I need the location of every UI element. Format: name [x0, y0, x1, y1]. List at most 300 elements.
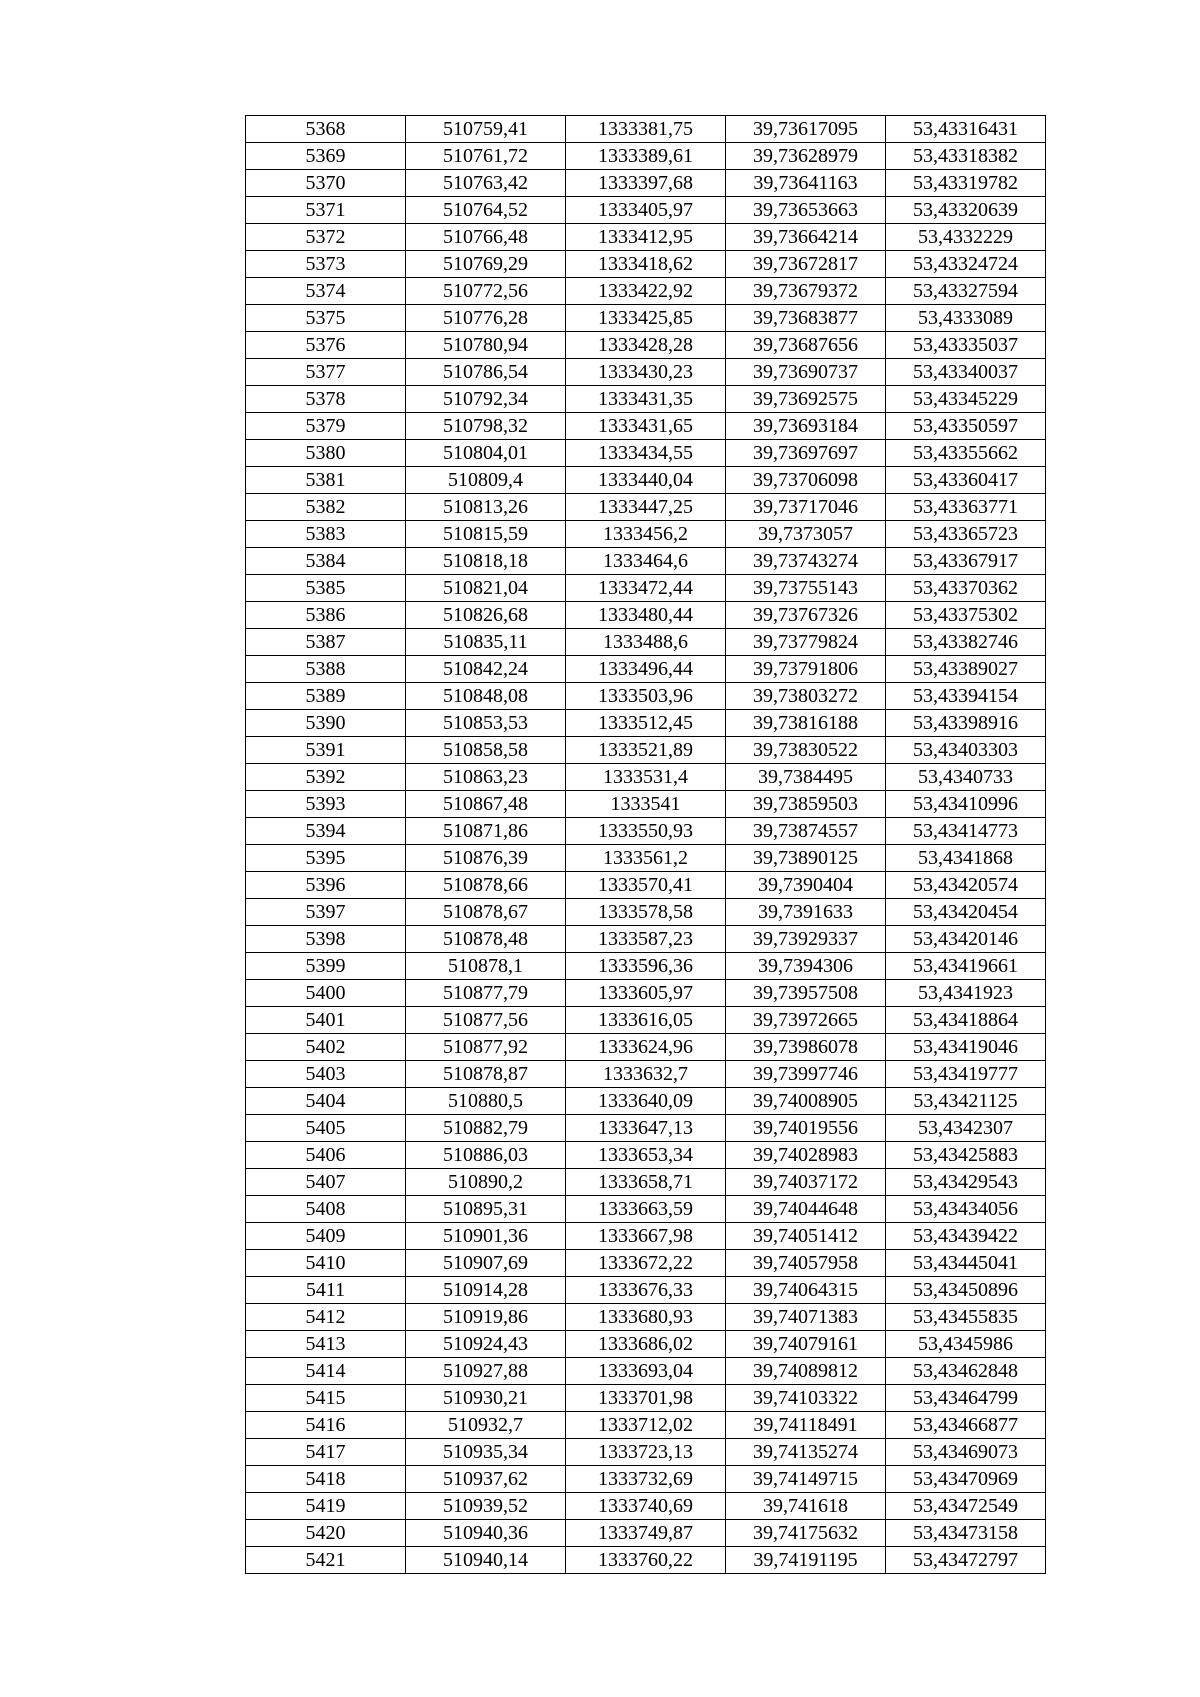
point-number-cell: 5404 — [246, 1088, 406, 1115]
point-number-cell: 5373 — [246, 251, 406, 278]
latitude-cell: 53,43420454 — [886, 899, 1046, 926]
x-coordinate-cell: 510939,52 — [406, 1493, 566, 1520]
point-number-cell: 5417 — [246, 1439, 406, 1466]
y-coordinate-cell: 1333570,41 — [566, 872, 726, 899]
x-coordinate-cell: 510772,56 — [406, 278, 566, 305]
longitude-cell: 39,73997746 — [726, 1061, 886, 1088]
longitude-cell: 39,73717046 — [726, 494, 886, 521]
latitude-cell: 53,43355662 — [886, 440, 1046, 467]
point-number-cell: 5414 — [246, 1358, 406, 1385]
x-coordinate-cell: 510815,59 — [406, 521, 566, 548]
table-row — [246, 1493, 1046, 1520]
coordinates-table-body — [246, 116, 1046, 1574]
y-coordinate-cell: 1333397,68 — [566, 170, 726, 197]
y-coordinate-cell: 1333456,2 — [566, 521, 726, 548]
longitude-cell: 39,73972665 — [726, 1007, 886, 1034]
y-coordinate-cell: 1333632,7 — [566, 1061, 726, 1088]
latitude-cell: 53,43439422 — [886, 1223, 1046, 1250]
y-coordinate-cell: 1333680,93 — [566, 1304, 726, 1331]
point-number-cell: 5400 — [246, 980, 406, 1007]
y-coordinate-cell: 1333732,69 — [566, 1466, 726, 1493]
y-coordinate-cell: 1333723,13 — [566, 1439, 726, 1466]
table-row — [246, 1169, 1046, 1196]
y-coordinate-cell: 1333693,04 — [566, 1358, 726, 1385]
point-number-cell: 5410 — [246, 1250, 406, 1277]
point-number-cell: 5375 — [246, 305, 406, 332]
longitude-cell: 39,7394306 — [726, 953, 886, 980]
latitude-cell: 53,4333089 — [886, 305, 1046, 332]
longitude-cell: 39,73672817 — [726, 251, 886, 278]
latitude-cell: 53,43398916 — [886, 710, 1046, 737]
y-coordinate-cell: 1333428,28 — [566, 332, 726, 359]
x-coordinate-cell: 510798,32 — [406, 413, 566, 440]
table-row — [246, 953, 1046, 980]
longitude-cell: 39,73697697 — [726, 440, 886, 467]
point-number-cell: 5405 — [246, 1115, 406, 1142]
x-coordinate-cell: 510924,43 — [406, 1331, 566, 1358]
longitude-cell: 39,74037172 — [726, 1169, 886, 1196]
y-coordinate-cell: 1333430,23 — [566, 359, 726, 386]
x-coordinate-cell: 510932,7 — [406, 1412, 566, 1439]
y-coordinate-cell: 1333503,96 — [566, 683, 726, 710]
y-coordinate-cell: 1333440,04 — [566, 467, 726, 494]
latitude-cell: 53,43363771 — [886, 494, 1046, 521]
latitude-cell: 53,43466877 — [886, 1412, 1046, 1439]
table-row — [246, 764, 1046, 791]
longitude-cell: 39,73683877 — [726, 305, 886, 332]
y-coordinate-cell: 1333676,33 — [566, 1277, 726, 1304]
longitude-cell: 39,73617095 — [726, 116, 886, 143]
x-coordinate-cell: 510877,79 — [406, 980, 566, 1007]
x-coordinate-cell: 510878,87 — [406, 1061, 566, 1088]
latitude-cell: 53,43316431 — [886, 116, 1046, 143]
x-coordinate-cell: 510882,79 — [406, 1115, 566, 1142]
table-row — [246, 791, 1046, 818]
point-number-cell: 5381 — [246, 467, 406, 494]
longitude-cell: 39,74057958 — [726, 1250, 886, 1277]
table-row — [246, 440, 1046, 467]
table-row — [246, 872, 1046, 899]
longitude-cell: 39,74103322 — [726, 1385, 886, 1412]
x-coordinate-cell: 510780,94 — [406, 332, 566, 359]
y-coordinate-cell: 1333488,6 — [566, 629, 726, 656]
longitude-cell: 39,73874557 — [726, 818, 886, 845]
point-number-cell: 5385 — [246, 575, 406, 602]
table-row — [246, 737, 1046, 764]
latitude-cell: 53,43419777 — [886, 1061, 1046, 1088]
point-number-cell: 5384 — [246, 548, 406, 575]
point-number-cell: 5409 — [246, 1223, 406, 1250]
table-row — [246, 710, 1046, 737]
point-number-cell: 5374 — [246, 278, 406, 305]
point-number-cell: 5415 — [246, 1385, 406, 1412]
y-coordinate-cell: 1333701,98 — [566, 1385, 726, 1412]
latitude-cell: 53,43345229 — [886, 386, 1046, 413]
longitude-cell: 39,73693184 — [726, 413, 886, 440]
longitude-cell: 39,7384495 — [726, 764, 886, 791]
latitude-cell: 53,43324724 — [886, 251, 1046, 278]
latitude-cell: 53,4332229 — [886, 224, 1046, 251]
table-row — [246, 170, 1046, 197]
longitude-cell: 39,74175632 — [726, 1520, 886, 1547]
table-row — [246, 1358, 1046, 1385]
y-coordinate-cell: 1333431,35 — [566, 386, 726, 413]
latitude-cell: 53,43420574 — [886, 872, 1046, 899]
point-number-cell: 5396 — [246, 872, 406, 899]
y-coordinate-cell: 1333405,97 — [566, 197, 726, 224]
table-row — [246, 1061, 1046, 1088]
x-coordinate-cell: 510809,4 — [406, 467, 566, 494]
longitude-cell: 39,73830522 — [726, 737, 886, 764]
longitude-cell: 39,741618 — [726, 1493, 886, 1520]
point-number-cell: 5390 — [246, 710, 406, 737]
x-coordinate-cell: 510826,68 — [406, 602, 566, 629]
longitude-cell: 39,73890125 — [726, 845, 886, 872]
x-coordinate-cell: 510907,69 — [406, 1250, 566, 1277]
longitude-cell: 39,73690737 — [726, 359, 886, 386]
table-row — [246, 602, 1046, 629]
longitude-cell: 39,73779824 — [726, 629, 886, 656]
table-row — [246, 926, 1046, 953]
latitude-cell: 53,43414773 — [886, 818, 1046, 845]
y-coordinate-cell: 1333624,96 — [566, 1034, 726, 1061]
latitude-cell: 53,43367917 — [886, 548, 1046, 575]
point-number-cell: 5420 — [246, 1520, 406, 1547]
y-coordinate-cell: 1333605,97 — [566, 980, 726, 1007]
x-coordinate-cell: 510919,86 — [406, 1304, 566, 1331]
longitude-cell: 39,74118491 — [726, 1412, 886, 1439]
longitude-cell: 39,74051412 — [726, 1223, 886, 1250]
y-coordinate-cell: 1333667,98 — [566, 1223, 726, 1250]
y-coordinate-cell: 1333712,02 — [566, 1412, 726, 1439]
table-row — [246, 1520, 1046, 1547]
point-number-cell: 5386 — [246, 602, 406, 629]
x-coordinate-cell: 510853,53 — [406, 710, 566, 737]
table-row — [246, 359, 1046, 386]
table-row — [246, 1412, 1046, 1439]
point-number-cell: 5376 — [246, 332, 406, 359]
latitude-cell: 53,43382746 — [886, 629, 1046, 656]
y-coordinate-cell: 1333561,2 — [566, 845, 726, 872]
table-row — [246, 683, 1046, 710]
table-row — [246, 818, 1046, 845]
longitude-cell: 39,73767326 — [726, 602, 886, 629]
y-coordinate-cell: 1333389,61 — [566, 143, 726, 170]
y-coordinate-cell: 1333653,34 — [566, 1142, 726, 1169]
table-row — [246, 1196, 1046, 1223]
x-coordinate-cell: 510878,67 — [406, 899, 566, 926]
latitude-cell: 53,43472797 — [886, 1547, 1046, 1574]
x-coordinate-cell: 510863,23 — [406, 764, 566, 791]
x-coordinate-cell: 510813,26 — [406, 494, 566, 521]
point-number-cell: 5401 — [246, 1007, 406, 1034]
point-number-cell: 5370 — [246, 170, 406, 197]
point-number-cell: 5389 — [246, 683, 406, 710]
point-number-cell: 5372 — [246, 224, 406, 251]
longitude-cell: 39,74008905 — [726, 1088, 886, 1115]
point-number-cell: 5406 — [246, 1142, 406, 1169]
x-coordinate-cell: 510930,21 — [406, 1385, 566, 1412]
point-number-cell: 5402 — [246, 1034, 406, 1061]
x-coordinate-cell: 510876,39 — [406, 845, 566, 872]
latitude-cell: 53,43365723 — [886, 521, 1046, 548]
point-number-cell: 5419 — [246, 1493, 406, 1520]
x-coordinate-cell: 510821,04 — [406, 575, 566, 602]
latitude-cell: 53,43418864 — [886, 1007, 1046, 1034]
table-row — [246, 305, 1046, 332]
y-coordinate-cell: 1333596,36 — [566, 953, 726, 980]
x-coordinate-cell: 510886,03 — [406, 1142, 566, 1169]
latitude-cell: 53,43403303 — [886, 737, 1046, 764]
x-coordinate-cell: 510786,54 — [406, 359, 566, 386]
latitude-cell: 53,43319782 — [886, 170, 1046, 197]
x-coordinate-cell: 510763,42 — [406, 170, 566, 197]
x-coordinate-cell: 510890,2 — [406, 1169, 566, 1196]
point-number-cell: 5392 — [246, 764, 406, 791]
point-number-cell: 5369 — [246, 143, 406, 170]
x-coordinate-cell: 510914,28 — [406, 1277, 566, 1304]
point-number-cell: 5371 — [246, 197, 406, 224]
latitude-cell: 53,43464799 — [886, 1385, 1046, 1412]
table-row — [246, 1115, 1046, 1142]
table-row — [246, 1007, 1046, 1034]
table-row — [246, 116, 1046, 143]
longitude-cell: 39,73755143 — [726, 575, 886, 602]
latitude-cell: 53,43472549 — [886, 1493, 1046, 1520]
x-coordinate-cell: 510878,66 — [406, 872, 566, 899]
point-number-cell: 5378 — [246, 386, 406, 413]
latitude-cell: 53,43389027 — [886, 656, 1046, 683]
table-row — [246, 1142, 1046, 1169]
x-coordinate-cell: 510842,24 — [406, 656, 566, 683]
point-number-cell: 5391 — [246, 737, 406, 764]
latitude-cell: 53,43473158 — [886, 1520, 1046, 1547]
x-coordinate-cell: 510835,11 — [406, 629, 566, 656]
longitude-cell: 39,74135274 — [726, 1439, 886, 1466]
x-coordinate-cell: 510937,62 — [406, 1466, 566, 1493]
table-row — [246, 467, 1046, 494]
latitude-cell: 53,43335037 — [886, 332, 1046, 359]
x-coordinate-cell: 510759,41 — [406, 116, 566, 143]
y-coordinate-cell: 1333740,69 — [566, 1493, 726, 1520]
y-coordinate-cell: 1333686,02 — [566, 1331, 726, 1358]
longitude-cell: 39,73743274 — [726, 548, 886, 575]
longitude-cell: 39,73957508 — [726, 980, 886, 1007]
table-row — [246, 1277, 1046, 1304]
latitude-cell: 53,43327594 — [886, 278, 1046, 305]
y-coordinate-cell: 1333640,09 — [566, 1088, 726, 1115]
y-coordinate-cell: 1333647,13 — [566, 1115, 726, 1142]
table-row — [246, 845, 1046, 872]
longitude-cell: 39,7391633 — [726, 899, 886, 926]
longitude-cell: 39,73803272 — [726, 683, 886, 710]
x-coordinate-cell: 510940,14 — [406, 1547, 566, 1574]
y-coordinate-cell: 1333550,93 — [566, 818, 726, 845]
latitude-cell: 53,43421125 — [886, 1088, 1046, 1115]
latitude-cell: 53,4342307 — [886, 1115, 1046, 1142]
y-coordinate-cell: 1333749,87 — [566, 1520, 726, 1547]
latitude-cell: 53,43455835 — [886, 1304, 1046, 1331]
longitude-cell: 39,7390404 — [726, 872, 886, 899]
table-row — [246, 494, 1046, 521]
latitude-cell: 53,43410996 — [886, 791, 1046, 818]
latitude-cell: 53,43469073 — [886, 1439, 1046, 1466]
point-number-cell: 5388 — [246, 656, 406, 683]
table-row — [246, 413, 1046, 440]
point-number-cell: 5408 — [246, 1196, 406, 1223]
latitude-cell: 53,43394154 — [886, 683, 1046, 710]
latitude-cell: 53,43462848 — [886, 1358, 1046, 1385]
point-number-cell: 5382 — [246, 494, 406, 521]
longitude-cell: 39,73692575 — [726, 386, 886, 413]
y-coordinate-cell: 1333512,45 — [566, 710, 726, 737]
table-row — [246, 332, 1046, 359]
longitude-cell: 39,74079161 — [726, 1331, 886, 1358]
x-coordinate-cell: 510901,36 — [406, 1223, 566, 1250]
x-coordinate-cell: 510867,48 — [406, 791, 566, 818]
latitude-cell: 53,4341868 — [886, 845, 1046, 872]
y-coordinate-cell: 1333760,22 — [566, 1547, 726, 1574]
longitude-cell: 39,73653663 — [726, 197, 886, 224]
latitude-cell: 53,43375302 — [886, 602, 1046, 629]
table-row — [246, 1034, 1046, 1061]
table-row — [246, 1250, 1046, 1277]
longitude-cell: 39,73664214 — [726, 224, 886, 251]
point-number-cell: 5394 — [246, 818, 406, 845]
x-coordinate-cell: 510792,34 — [406, 386, 566, 413]
longitude-cell: 39,73687656 — [726, 332, 886, 359]
y-coordinate-cell: 1333616,05 — [566, 1007, 726, 1034]
point-number-cell: 5380 — [246, 440, 406, 467]
latitude-cell: 53,43429543 — [886, 1169, 1046, 1196]
table-row — [246, 899, 1046, 926]
table-row — [246, 1466, 1046, 1493]
y-coordinate-cell: 1333412,95 — [566, 224, 726, 251]
latitude-cell: 53,43340037 — [886, 359, 1046, 386]
y-coordinate-cell: 1333541 — [566, 791, 726, 818]
table-row — [246, 1331, 1046, 1358]
latitude-cell: 53,43445041 — [886, 1250, 1046, 1277]
y-coordinate-cell: 1333578,58 — [566, 899, 726, 926]
x-coordinate-cell: 510761,72 — [406, 143, 566, 170]
table-row — [246, 1385, 1046, 1412]
y-coordinate-cell: 1333496,44 — [566, 656, 726, 683]
table-row — [246, 278, 1046, 305]
x-coordinate-cell: 510940,36 — [406, 1520, 566, 1547]
y-coordinate-cell: 1333531,4 — [566, 764, 726, 791]
x-coordinate-cell: 510776,28 — [406, 305, 566, 332]
x-coordinate-cell: 510895,31 — [406, 1196, 566, 1223]
table-row — [246, 386, 1046, 413]
x-coordinate-cell: 510858,58 — [406, 737, 566, 764]
x-coordinate-cell: 510935,34 — [406, 1439, 566, 1466]
longitude-cell: 39,73791806 — [726, 656, 886, 683]
x-coordinate-cell: 510877,56 — [406, 1007, 566, 1034]
y-coordinate-cell: 1333472,44 — [566, 575, 726, 602]
table-row — [246, 656, 1046, 683]
y-coordinate-cell: 1333418,62 — [566, 251, 726, 278]
y-coordinate-cell: 1333447,25 — [566, 494, 726, 521]
latitude-cell: 53,43419046 — [886, 1034, 1046, 1061]
point-number-cell: 5395 — [246, 845, 406, 872]
latitude-cell: 53,43420146 — [886, 926, 1046, 953]
y-coordinate-cell: 1333422,92 — [566, 278, 726, 305]
x-coordinate-cell: 510766,48 — [406, 224, 566, 251]
longitude-cell: 39,73929337 — [726, 926, 886, 953]
table-row — [246, 1223, 1046, 1250]
longitude-cell: 39,74149715 — [726, 1466, 886, 1493]
point-number-cell: 5411 — [246, 1277, 406, 1304]
latitude-cell: 53,43419661 — [886, 953, 1046, 980]
longitude-cell: 39,73859503 — [726, 791, 886, 818]
x-coordinate-cell: 510804,01 — [406, 440, 566, 467]
coordinates-table — [245, 115, 1046, 1574]
table-row — [246, 1088, 1046, 1115]
latitude-cell: 53,43450896 — [886, 1277, 1046, 1304]
table-row — [246, 629, 1046, 656]
y-coordinate-cell: 1333434,55 — [566, 440, 726, 467]
table-row — [246, 251, 1046, 278]
y-coordinate-cell: 1333431,65 — [566, 413, 726, 440]
latitude-cell: 53,43318382 — [886, 143, 1046, 170]
table-row — [246, 197, 1046, 224]
point-number-cell: 5377 — [246, 359, 406, 386]
point-number-cell: 5387 — [246, 629, 406, 656]
table-row — [246, 575, 1046, 602]
table-row — [246, 1547, 1046, 1574]
point-number-cell: 5403 — [246, 1061, 406, 1088]
point-number-cell: 5418 — [246, 1466, 406, 1493]
longitude-cell: 39,74191195 — [726, 1547, 886, 1574]
x-coordinate-cell: 510877,92 — [406, 1034, 566, 1061]
y-coordinate-cell: 1333521,89 — [566, 737, 726, 764]
latitude-cell: 53,43470969 — [886, 1466, 1046, 1493]
longitude-cell: 39,74019556 — [726, 1115, 886, 1142]
latitude-cell: 53,43320639 — [886, 197, 1046, 224]
point-number-cell: 5412 — [246, 1304, 406, 1331]
latitude-cell: 53,43434056 — [886, 1196, 1046, 1223]
longitude-cell: 39,74071383 — [726, 1304, 886, 1331]
point-number-cell: 5399 — [246, 953, 406, 980]
x-coordinate-cell: 510878,48 — [406, 926, 566, 953]
point-number-cell: 5397 — [246, 899, 406, 926]
latitude-cell: 53,43425883 — [886, 1142, 1046, 1169]
longitude-cell: 39,74044648 — [726, 1196, 886, 1223]
latitude-cell: 53,43370362 — [886, 575, 1046, 602]
x-coordinate-cell: 510927,88 — [406, 1358, 566, 1385]
table-row — [246, 143, 1046, 170]
x-coordinate-cell: 510880,5 — [406, 1088, 566, 1115]
y-coordinate-cell: 1333480,44 — [566, 602, 726, 629]
x-coordinate-cell: 510871,86 — [406, 818, 566, 845]
y-coordinate-cell: 1333425,85 — [566, 305, 726, 332]
table-row — [246, 224, 1046, 251]
point-number-cell: 5407 — [246, 1169, 406, 1196]
point-number-cell: 5398 — [246, 926, 406, 953]
point-number-cell: 5421 — [246, 1547, 406, 1574]
table-row — [246, 1304, 1046, 1331]
y-coordinate-cell: 1333464,6 — [566, 548, 726, 575]
point-number-cell: 5416 — [246, 1412, 406, 1439]
table-row — [246, 980, 1046, 1007]
y-coordinate-cell: 1333381,75 — [566, 116, 726, 143]
y-coordinate-cell: 1333587,23 — [566, 926, 726, 953]
longitude-cell: 39,73706098 — [726, 467, 886, 494]
x-coordinate-cell: 510769,29 — [406, 251, 566, 278]
point-number-cell: 5368 — [246, 116, 406, 143]
longitude-cell: 39,73679372 — [726, 278, 886, 305]
latitude-cell: 53,4341923 — [886, 980, 1046, 1007]
